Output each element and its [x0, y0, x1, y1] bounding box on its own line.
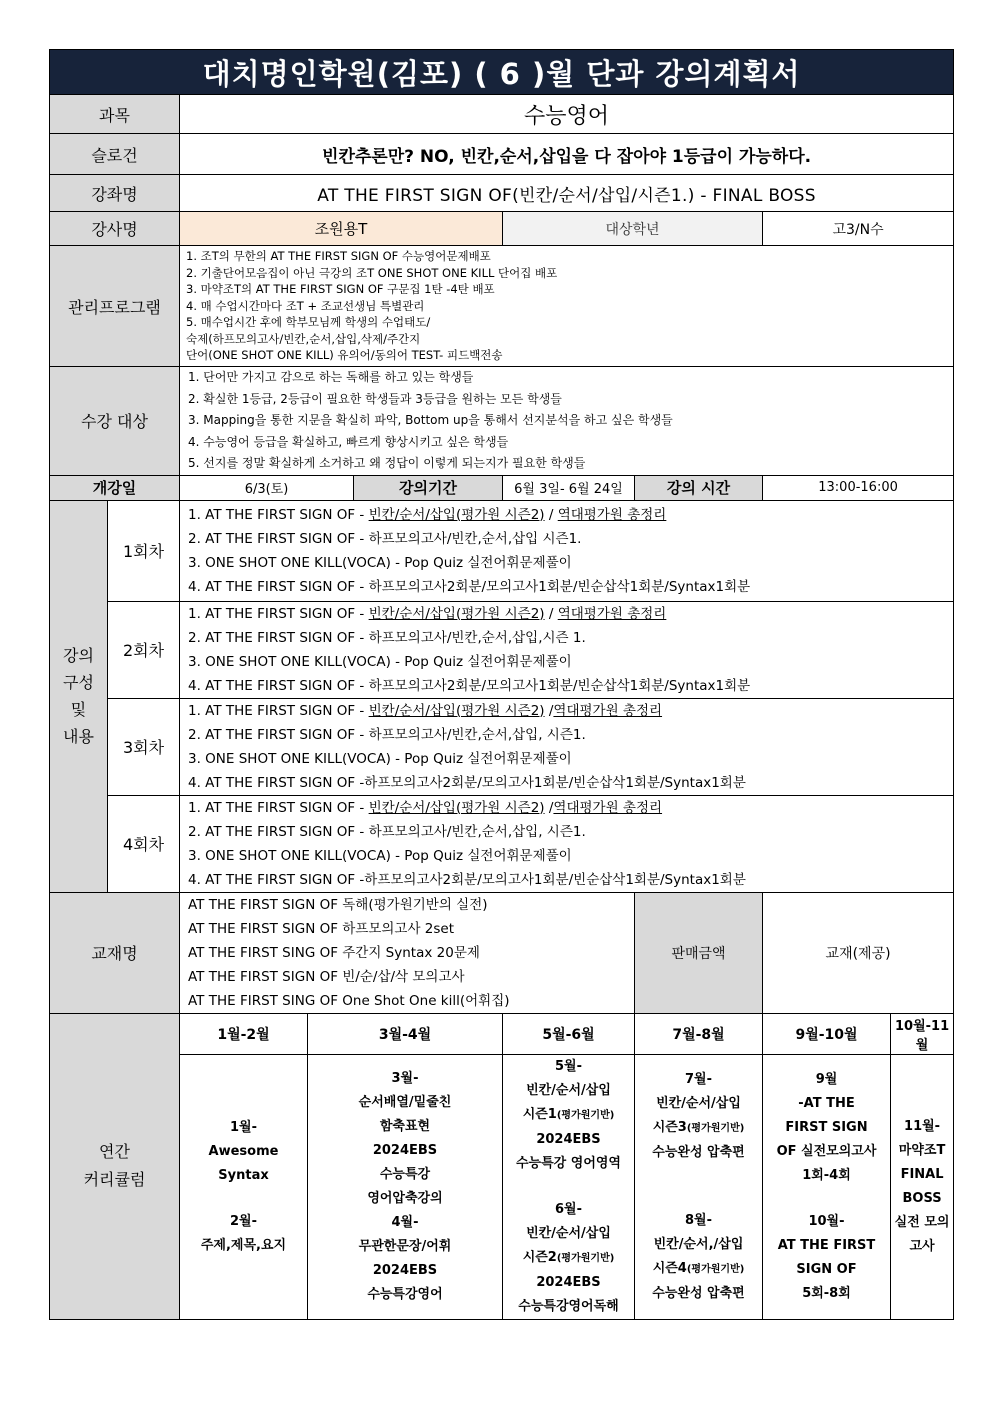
lesson-line: 4. AT THE FIRST SIGN OF -하프모의고사2회분/모의고사1회분/빈순삽삭1회분/Syntax1회분	[188, 774, 746, 791]
course-label: 강좌명	[50, 175, 180, 212]
time-value: 13:00-16:00	[763, 475, 954, 500]
curriculum-text: 순서배열/밑줄친	[358, 1094, 452, 1110]
lesson-line: 4. AT THE FIRST SIGN OF -하프모의고사2회분/모의고사1회분/빈순삽삭1회분/Syntax1회분	[188, 871, 746, 888]
page-title: 대치명인학원(김포) ( 6 )월 단과 강의계획서	[50, 50, 954, 95]
target-line: 5. 선지를 정말 확실하게 소거하고 왜 정답이 이렇게 되는지가 필요한 학생들	[188, 456, 586, 470]
curriculum-text: FINAL BOSS	[900, 1166, 944, 1206]
curriculum-small-text: (평가원기반)	[556, 1109, 615, 1121]
curriculum-text: 시즌4	[652, 1260, 687, 1276]
target-line: 4. 수능영어 등급을 확실하고, 빠르게 향상시키고 싶은 학생들	[188, 434, 509, 449]
session-2-content	[180, 601, 954, 698]
lessons-label-line: 및	[70, 700, 87, 719]
period-label: 강의기간	[354, 475, 503, 500]
curriculum-text: 주제,제목,요지	[200, 1237, 287, 1253]
curriculum-small-text: (평가원기반)	[686, 1263, 745, 1275]
lecture-plan-table	[49, 49, 954, 1320]
slogan-value: 빈칸추론만? NO, 빈칸,순서,삽입을 다 잡아야 1등급이 가능하다.	[180, 134, 954, 175]
lesson-line	[188, 602, 945, 626]
session-2-label: 2회차	[108, 601, 180, 698]
lesson-line: 2. AT THE FIRST SIGN OF - 하프모의고사/빈칸,순서,삽입, 시즌1.	[188, 726, 586, 743]
subject-label: 과목	[50, 95, 180, 134]
curriculum-small-text: (평가원기반)	[686, 1122, 745, 1134]
target-line: 1. 단어만 가지고 감으로 하는 독해를 하고 있는 학생들	[188, 370, 474, 384]
teacher-label: 강사명	[50, 212, 180, 246]
curriculum-text: 2024EBS	[536, 1274, 601, 1290]
curriculum-label-line: 연간	[99, 1142, 130, 1161]
management-line: 4. 매 수업시간마다 조T + 조교선생님 특별관리	[186, 298, 425, 313]
curriculum-text: 실전 모의고사	[894, 1214, 950, 1254]
curriculum-text: AT THE FIRST	[777, 1237, 876, 1253]
lesson-highlight: 역대평가원 총정리	[557, 605, 667, 622]
lesson-text: 1. AT THE FIRST SIGN OF -	[188, 506, 369, 523]
lesson-text: 1. AT THE FIRST SIGN OF -	[188, 799, 369, 816]
curriculum-text: 시즌3	[652, 1119, 687, 1135]
curriculum-text	[635, 1116, 762, 1141]
month-header: 7월-8월	[635, 1013, 763, 1054]
curriculum-text: Syntax	[218, 1167, 269, 1183]
management-line: 숙제(하프모의고사/빈칸,순서,삽입,삭제/주간지	[186, 331, 421, 346]
textbook-item: AT THE FIRST SIGN OF 독해(평가원기반의 실전)	[188, 896, 488, 913]
management-line: 1. 조T의 무한의 AT THE FIRST SIGN OF 수능영어문제배포	[186, 249, 491, 263]
textbook-item: AT THE FIRST SIGN OF 하프모의고사 2set	[188, 920, 455, 937]
curriculum-cell-4	[635, 1054, 763, 1319]
curriculum-text: 빈칸/순서/삽입	[526, 1225, 611, 1241]
target-label: 수강 대상	[50, 367, 180, 476]
month-header: 9월-10월	[763, 1013, 891, 1054]
curriculum-text: 빈칸/순서/삽입	[656, 1095, 741, 1111]
course-value: AT THE FIRST SIGN OF(빈칸/순서/삽입/시즌1.) - FINAL BOSS	[180, 175, 954, 212]
open-date-value: 6/3(토)	[180, 475, 354, 500]
curriculum-text: 10월-	[808, 1213, 845, 1229]
session-1-content	[180, 500, 954, 601]
curriculum-label-line: 커리큘럼	[83, 1170, 146, 1189]
curriculum-text: 수능완성 압축편	[652, 1285, 745, 1301]
session-3-label: 3회차	[108, 698, 180, 795]
period-value: 6월 3일- 6월 24일	[503, 475, 635, 500]
lesson-highlight: 빈칸/순서/삽입(평가원 시즌2)	[368, 605, 545, 622]
curriculum-text: 수능완성 압축편	[652, 1144, 745, 1160]
target-line: 2. 확실한 1등급, 2등급이 필요한 학생들과 3등급을 원하는 모든 학생들	[188, 391, 562, 406]
curriculum-text: 1월-	[230, 1119, 257, 1135]
lesson-line	[188, 699, 945, 723]
lesson-line: 2. AT THE FIRST SIGN OF - 하프모의고사/빈칸,순서,삽입 시즌1.	[188, 530, 582, 547]
lecture-plan-sheet	[49, 49, 953, 1320]
lesson-highlight: 빈칸/순서/삽입(평가원 시즌2)	[368, 506, 545, 523]
curriculum-text: 2024EBS	[536, 1131, 601, 1147]
lesson-text: 1. AT THE FIRST SIGN OF -	[188, 605, 369, 622]
curriculum-text	[503, 1103, 634, 1128]
lesson-line: 3. ONE SHOT ONE KILL(VOCA) - Pop Quiz 실전어휘문제풀이	[188, 847, 572, 864]
month-header: 10월-11월	[891, 1013, 954, 1054]
curriculum-cell-5	[763, 1054, 891, 1319]
curriculum-text: FIRST SIGN	[785, 1119, 868, 1135]
curriculum-text: 8월-	[685, 1212, 712, 1228]
curriculum-text: 3월-	[391, 1070, 419, 1086]
lesson-line: 2. AT THE FIRST SIGN OF - 하프모의고사/빈칸,순서,삽입,시즌 1.	[188, 629, 586, 646]
curriculum-cell-6	[891, 1054, 954, 1319]
curriculum-text: 수능특강영어	[367, 1286, 443, 1302]
session-1-label: 1회차	[108, 500, 180, 601]
curriculum-text: 시즌1	[522, 1106, 557, 1122]
textbooks-label: 교재명	[50, 892, 180, 1013]
curriculum-text: 수능특강영어독해	[518, 1298, 619, 1314]
textbook-item: AT THE FIRST SING OF One Shot One kill(어휘집)	[188, 992, 510, 1009]
curriculum-text: Awesome	[208, 1143, 279, 1159]
curriculum-text: SIGN OF	[796, 1261, 857, 1277]
lesson-text: /	[544, 702, 554, 719]
curriculum-text: -AT THE	[798, 1095, 855, 1111]
curriculum-text: 7월-	[685, 1071, 712, 1087]
lesson-line: 4. AT THE FIRST SIGN OF - 하프모의고사2회분/모의고사1회분/빈순삽삭1회분/Syntax1회분	[188, 677, 751, 694]
curriculum-cell-3	[503, 1054, 635, 1319]
price-label: 판매금액	[635, 892, 763, 1013]
curriculum-cell-2	[308, 1054, 503, 1319]
curriculum-text: 시즌2	[522, 1249, 557, 1265]
month-header: 3월-4월	[308, 1013, 503, 1054]
session-4-content	[180, 795, 954, 892]
lesson-highlight: 역대평가원 총정리	[553, 799, 663, 816]
curriculum-text: 2024EBS	[372, 1262, 438, 1278]
lesson-highlight: 빈칸/순서/삽입(평가원 시즌2)	[368, 799, 545, 816]
lesson-line: 3. ONE SHOT ONE KILL(VOCA) - Pop Quiz 실전어휘문제풀이	[188, 554, 572, 571]
lessons-label-line: 내용	[63, 727, 94, 746]
lessons-label-line: 강의	[63, 646, 94, 665]
curriculum-text	[503, 1246, 634, 1271]
lesson-highlight: 역대평가원 총정리	[553, 702, 663, 719]
management-line: 2. 기출단어모음집이 아닌 극강의 조T ONE SHOT ONE KILL 단어집 배포	[186, 265, 558, 280]
target-list	[180, 367, 954, 476]
management-line: 3. 마약조T의 AT THE FIRST SIGN OF 구문집 1탄 -4탄 배포	[186, 282, 495, 296]
management-line: 5. 매수업시간 후에 학부모님께 학생의 수업태도/	[186, 315, 431, 329]
time-label: 강의 시간	[635, 475, 763, 500]
curriculum-text: 함축표현	[379, 1118, 431, 1134]
month-header: 5월-6월	[503, 1013, 635, 1054]
lesson-text: /	[544, 799, 554, 816]
curriculum-text: OF 실전모의고사	[776, 1143, 877, 1159]
curriculum-text: 6월-	[555, 1201, 582, 1217]
subject-value: 수능영어	[180, 95, 954, 134]
lesson-text: 1. AT THE FIRST SIGN OF -	[188, 702, 369, 719]
lesson-highlight: 역대평가원 총정리	[557, 506, 667, 523]
curriculum-text: 영어압축강의	[367, 1190, 443, 1206]
management-list	[180, 246, 954, 367]
curriculum-text: 9월	[815, 1071, 838, 1087]
curriculum-text: 5회-8회	[802, 1285, 851, 1301]
lesson-text: /	[544, 506, 558, 523]
price-value: 교재(제공)	[763, 892, 954, 1013]
lesson-line: 2. AT THE FIRST SIGN OF - 하프모의고사/빈칸,순서,삽입, 시즌1.	[188, 823, 586, 840]
curriculum-text: 수능특강	[379, 1166, 431, 1182]
session-3-content	[180, 698, 954, 795]
curriculum-text: 무관한문장/어휘	[358, 1238, 452, 1254]
curriculum-text: 2024EBS	[372, 1142, 438, 1158]
lesson-line: 4. AT THE FIRST SIGN OF - 하프모의고사2회분/모의고사1회분/빈순삽삭1회분/Syntax1회분	[188, 578, 751, 595]
textbook-item: AT THE FIRST SIGN OF 빈/순/삽/삭 모의고사	[188, 968, 465, 985]
lesson-line	[188, 796, 945, 820]
session-4-label: 4회차	[108, 795, 180, 892]
lesson-text: /	[544, 605, 558, 622]
grade-value: 고3/N수	[763, 212, 954, 246]
curriculum-text: 1회-4회	[802, 1167, 851, 1183]
curriculum-label	[50, 1013, 180, 1319]
curriculum-text: 5월-	[555, 1058, 582, 1074]
lesson-line	[188, 503, 945, 527]
teacher-value: 조원용T	[180, 212, 503, 246]
curriculum-cell-1	[180, 1054, 308, 1319]
lessons-label-line: 구성	[63, 673, 94, 692]
open-date-label: 개강일	[50, 475, 180, 500]
target-line: 3. Mapping을 통한 지문을 확실히 파악, Bottom up을 통해서 선지분석을 하고 싶은 학생들	[188, 413, 673, 427]
lesson-line: 3. ONE SHOT ONE KILL(VOCA) - Pop Quiz 실전어휘문제풀이	[188, 653, 572, 670]
lesson-highlight: 빈칸/순서/삽입(평가원 시즌2)	[368, 702, 545, 719]
textbook-item: AT THE FIRST SING OF 주간지 Syntax 20문제	[188, 944, 480, 961]
grade-label: 대상학년	[503, 212, 763, 246]
month-header: 1월-2월	[180, 1013, 308, 1054]
lessons-label	[50, 500, 108, 892]
curriculum-text: 마약조T	[898, 1142, 946, 1158]
curriculum-text: 빈칸/순서/삽입	[526, 1082, 611, 1098]
curriculum-text: 4월-	[391, 1214, 419, 1230]
lesson-line: 3. ONE SHOT ONE KILL(VOCA) - Pop Quiz 실전어휘문제풀이	[188, 750, 572, 767]
curriculum-small-text: (평가원기반)	[556, 1252, 615, 1264]
slogan-label: 슬로건	[50, 134, 180, 175]
curriculum-text: 2월-	[230, 1213, 257, 1229]
curriculum-text: 수능특강 영어영역	[516, 1155, 621, 1171]
management-line: 단어(ONE SHOT ONE KILL) 유의어/동의어 TEST- 피드백전송	[186, 348, 503, 362]
management-label: 관리프로그램	[50, 246, 180, 367]
textbooks-list	[180, 892, 635, 1013]
curriculum-text	[635, 1257, 762, 1282]
curriculum-text: 빈칸/순서,/삽입	[653, 1236, 744, 1252]
curriculum-text: 11월-	[904, 1118, 941, 1134]
